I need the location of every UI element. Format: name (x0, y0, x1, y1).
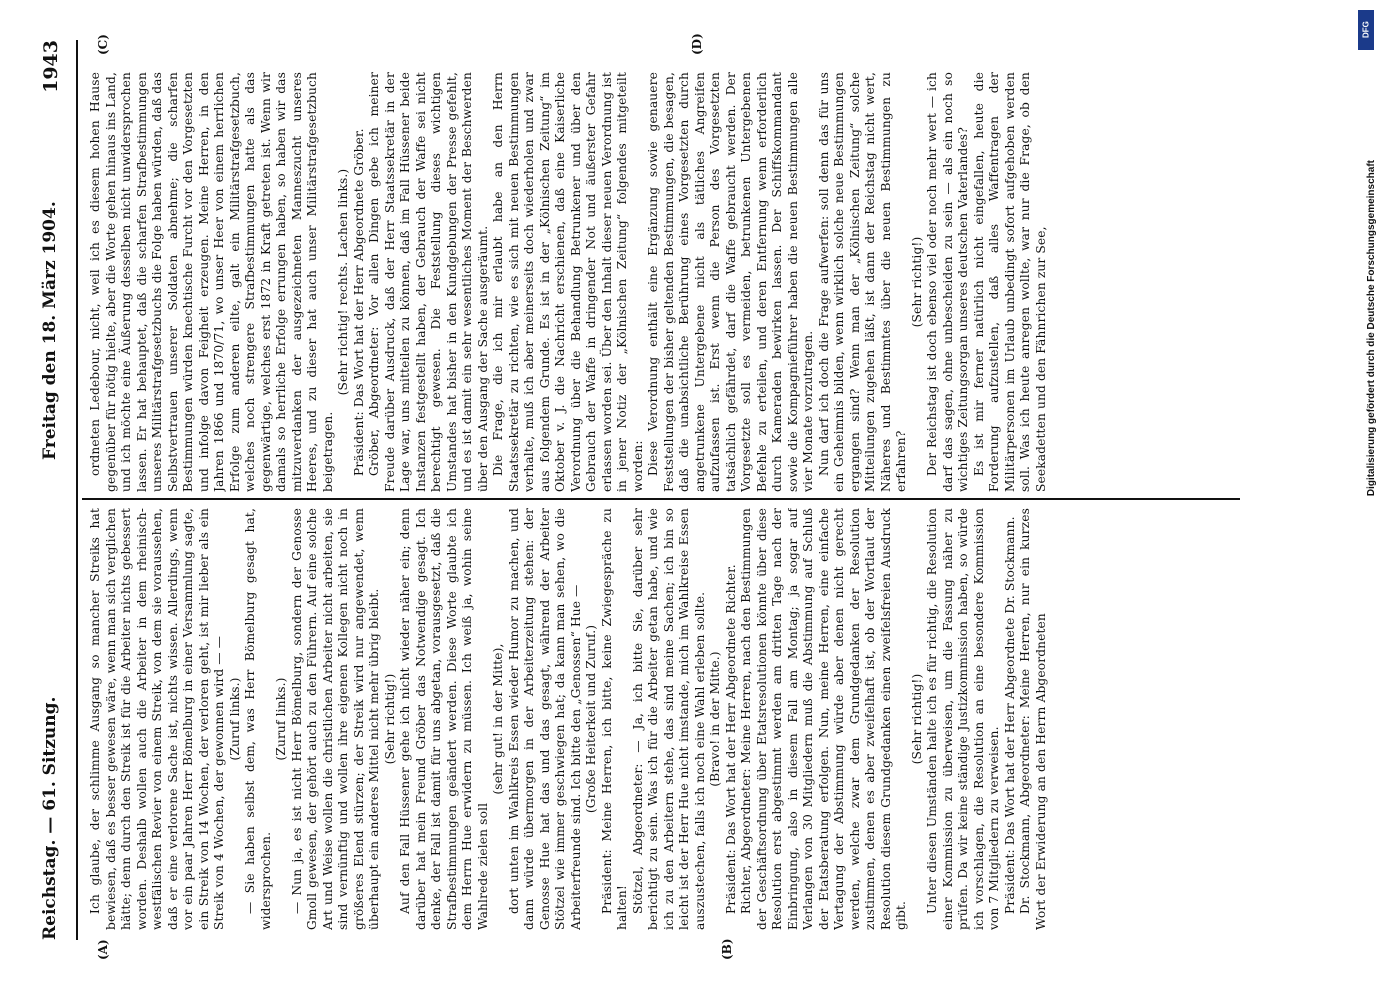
paragraph: dort unten im Wahlkreis Essen wieder Humor zu machen, und dann würde übermorgen in der Arbeiterzeitung stehen: der Genosse Hue hat das und das gesagt, während der Arbeiter Stötzel wie immer geschwiegen hat; da kann man sehen, wo die Arbeiterfreunde sind. Ich bitte den „Genossen“ Hue — (506, 508, 583, 930)
paragraph: Der Reichstag ist doch ebenso viel oder noch mehr wert — ich darf das sagen, ohne unbescheiden zu sein — als ein noch so wichtiges Zeitungsorgan unseres deutschen Vaterlandes? (925, 72, 970, 492)
interjection: (Zuruf links.) (274, 677, 288, 761)
interjection: (sehr gut! in der Mitte), (491, 643, 505, 795)
paragraph: Die Frage, die ich mir erlaubt habe an den Herrn Staatssekretär zu richten, wie es sich mit neuen Bestimmungen verhalte, muß ich aber meinerseits doch wiederholen und zwar aus folgendem Grunde. Es ist in der „Kölnischen Zeitung“ im Oktober v. J. die Nachricht erschienen, daß eine Kaiserliche Verordnung über die Behandlung Betrunkener und über den Gebrauch der Waffe in dringender Not und äußerster Gefahr erlassen worden sei. Über den Inhalt dieser neuen Verordnung ist in jener Notiz der „Kölnischen Zeitung“ folgendes mitgeteilt worden: (491, 72, 645, 492)
paragraph: Ich glaube, der schlimme Ausgang so mancher Streiks hat bewiesen, daß es besser gewesen wäre, wenn man sich verglichen hätte; denn durch den Streik ist für die Arbeiter nichts gebessert worden. Deshalb wollen auch die Arbeiter in dem rheinisch-westfälischen Revier von einem Streik, von dem sie voraussehen, daß er eine verlorene Sache ist, nichts wissen. Allerdings, wenn vor ein paar Jahren Herr Bömelburg in einer Versammlung sagte, ein Streik von 14 Wochen, der verloren geht, ist mir lieber als ein Streik von 4 Wochen, der gewonnen wird — — (88, 508, 226, 930)
header-rule (76, 40, 78, 940)
paragraph: Unter diesen Umständen halte ich es für richtig, die Resolution einer Kommission zu überweisen, um die Fassung näher zu prüfen. Da wir keine ständige Justizkommission haben, so würde ich vorschlagen, die Resolution an eine besondere Kommission von 7 Mitgliedern zu verweisen. (925, 508, 1001, 930)
interjection: (Zuruf links.) (227, 677, 242, 761)
paragraph: Präsident: Das Wort hat der Herr Abgeordnete Richter. (723, 564, 738, 914)
paragraph: Auf den Fall Hüssener gehe ich nicht wieder näher ein; denn darüber hat mein Freund Gröber das Notwendige gesagt. Ich denke, der Fall ist damit für uns abgetan, vorausgesetzt, daß die Strafbestimmungen geändert werden. Diese Worte glaubte ich dem Herrn Hue erwidern zu müssen. Ich weiß ja, wohin seine Wahlrede zielen soll (398, 508, 490, 930)
paragraph: Präsident: Meine Herren, ich bitte, keine Zwiegespräche zu halten! (599, 508, 629, 930)
paragraph: Präsident: Das Wort hat der Herr Abgeordnete Gröber. (351, 128, 366, 476)
margin-marker-a: (A) (96, 939, 110, 960)
date-header: Freitag den 18. März 1904. (40, 201, 60, 460)
paragraph: — Nun ja, es ist nicht Herr Bömelburg, sondern der Genosse Gmoll gewesen, der gehört auch zu den Führern. Auf eine solche Art und Weise wollen die christlichen Arbeiter nicht arbeiten, sie sind vernünftig und wollen ihre eigenen Kollegen nicht noch in größeres Elend stürzen; der Streik wird nur angewendet, wenn überhaupt ein anderes Mittel nicht mehr übrig bleibt. (289, 508, 381, 930)
paragraph: Diese Verordnung enthält eine Ergänzung sowie genauere Feststellungen der bisher geltenden Bestimmungen, die besagen, daß die unabsichtliche Berührung eines Vorgesetzten durch angetrunkene Untergebene nicht als tätliches Angreifen aufzufassen ist. Erst wenn die Person des Vorgesetzten tatsächlich gefährdet, darf die Waffe gebraucht werden. Der Vorgesetzte soll es vermeiden, betrunkenen Untergebenen Befehle zu erteilen, und deren Entfernung wenn erforderlich durch Kameraden bewirken lassen. Der Schiffskommandant sowie die Kompagnieführer haben die neuen Bestimmungen alle vier Monate vorzutragen. (646, 72, 815, 492)
margin-marker-b: (B) (720, 938, 734, 960)
interjection: (Sehr richtig!) (909, 236, 924, 328)
interjection: (Bravo! in der Mitte.) (708, 651, 722, 787)
page-header (40, 40, 80, 940)
column-divider (82, 498, 1240, 500)
digitization-credit: Digitalisierung gefördert durch die Deutsche Forschungsgemeinschaft (1366, 160, 1377, 497)
paragraph: Gröber, Abgeordneter: Vor allen Dingen gebe ich meiner Freude darüber Ausdruck, daß der Herr Staatssekretär in der Lage war, uns mitteilen zu können, daß im Fall Hüssener beide Instanzen festgestellt haben, der Gebrauch der Waffe sei nicht berechtigt gewesen. Die Feststellung dieses wichtigen Umstandes hat bisher in den Kundgebungen der Presse gefehlt, und es ist damit ein sehr wesentliches Moment der Beschwerden über den Ausgang der Sache ausgeräumt. (367, 72, 490, 492)
page-number: 1943 (40, 40, 62, 93)
dfg-logo: DFG (1358, 10, 1374, 50)
left-column (88, 508, 1240, 930)
paragraph: ordneten Ledebour, nicht, weil ich es diesem hohen Hause gegenüber für nötig hielte, aber die Worte gehen hinaus ins Land, und ich möchte eine Äußerung desselben nicht unwidersprochen lassen. Er hat behauptet, daß die scharfen Strafbestimmungen unseres Militärstrafgesetzbuchs die Folge haben würden, daß das Selbstvertrauen unserer Soldaten abnehme; die scharfen Bestimmungen würden knechtische Furcht vor den Vorgesetzten und infolge davon Feigheit erzeugen. Meine Herren, in den Jahren 1866 und 1870/71, wo unser Heer von einem herrlichen Erfolge zum anderen eilte, galt ein Militärstrafgesetzbuch, welches noch strengere Strafbestimmungen hatte als das gegenwärtige, welches erst 1872 in Kraft getreten ist. Wenn wir damals so herrliche Erfolge errungen haben, so haben wir das mitzuverdanken der ausgezeichneten Manneszucht unseres Heeres, und zu dieser hat auch unser Militärstrafgesetzbuch beigetragen. (88, 72, 335, 492)
interjection: (Große Heiterkeit und Zuruf.) (584, 624, 598, 814)
interjection: (Sehr richtig! rechts. Lachen links.) (336, 168, 350, 396)
interjection: (Sehr richtig!) (909, 673, 924, 765)
paragraph: Nun darf ich doch die Frage aufwerfen: soll denn das für uns ein Geheimnis bilden, wenn wirklich solche neue Bestimmungen ergangen sind? Wenn man der „Kölnischen Zeitung“ solche Mitteilungen zugehen läßt, ist dann der Reichstag nicht wert, Näheres und Bestimmtes über die neuen Bestimmungen zu erfahren? (816, 72, 908, 492)
interjection: (Sehr richtig!) (382, 673, 397, 765)
right-column (88, 72, 1240, 492)
paragraph: Dr. Stockmann, Abgeordneter: Meine Herren, nur ein kurzes Wort der Erwiderung an den Herrn Abgeordneten (1018, 508, 1048, 930)
paragraph: — Sie haben selbst dem, was Herr Bömelburg gesagt hat, widersprochen. (243, 508, 273, 930)
margin-marker-d: (D) (690, 33, 704, 55)
paragraph: Stötzel, Abgeordneter: — Ja, ich bitte Sie, darüber sehr berichtigt zu sein. Was ich für die Arbeiter getan habe, und wie ich zu den Arbeitern stehe, das sind meine Sachen; ich bin so leicht ist der Herr Hue nicht imstande, mich im Wahlkreise Essen auszustechen, falls ich noch eine Wahl erleben sollte. (630, 508, 707, 930)
paragraph: Richter, Abgeordneter: Meine Herren, nach den Bestimmungen der Geschäftsordnung über Etatsresolutionen könnte über diese Resolution erst abgestimmt werden am dritten Tage nach der Einbringung, also in diesem Fall am Montag; ja sogar auf Verlangen von 30 Mitgliedern muß die Abstimmung auf Schluß der Etatsberatung erfolgen. Nun, meine Herren, eine einfache Vertagung der Abstimmung würde aber denen nicht gerecht werden, welche zwar dem Grundgedanken der Resolution zustimmen, denen es aber zweifelhaft ist, ob der Wortlaut der Resolution diesem Grundgedanken einen zweifelsfreien Ausdruck gibt. (739, 508, 908, 930)
margin-marker-c: (C) (96, 34, 110, 55)
paragraph: Präsident: Das Wort hat der Herr Abgeordnete Dr. Stockmann. (1002, 516, 1017, 914)
session-header: Reichstag. — 61. Sitzung. (40, 696, 60, 940)
paragraph: Es ist mir ferner natürlich nicht eingefallen, heute die Forderung aufzustellen, daß alles Waffentragen der Militärpersonen im Urlaub unbedingt sofort aufgehoben werden soll. Was ich heute anregen wollte, war nur die Frage, ob den Seekadetten und den Fähnrichen zur See, (971, 72, 1048, 492)
